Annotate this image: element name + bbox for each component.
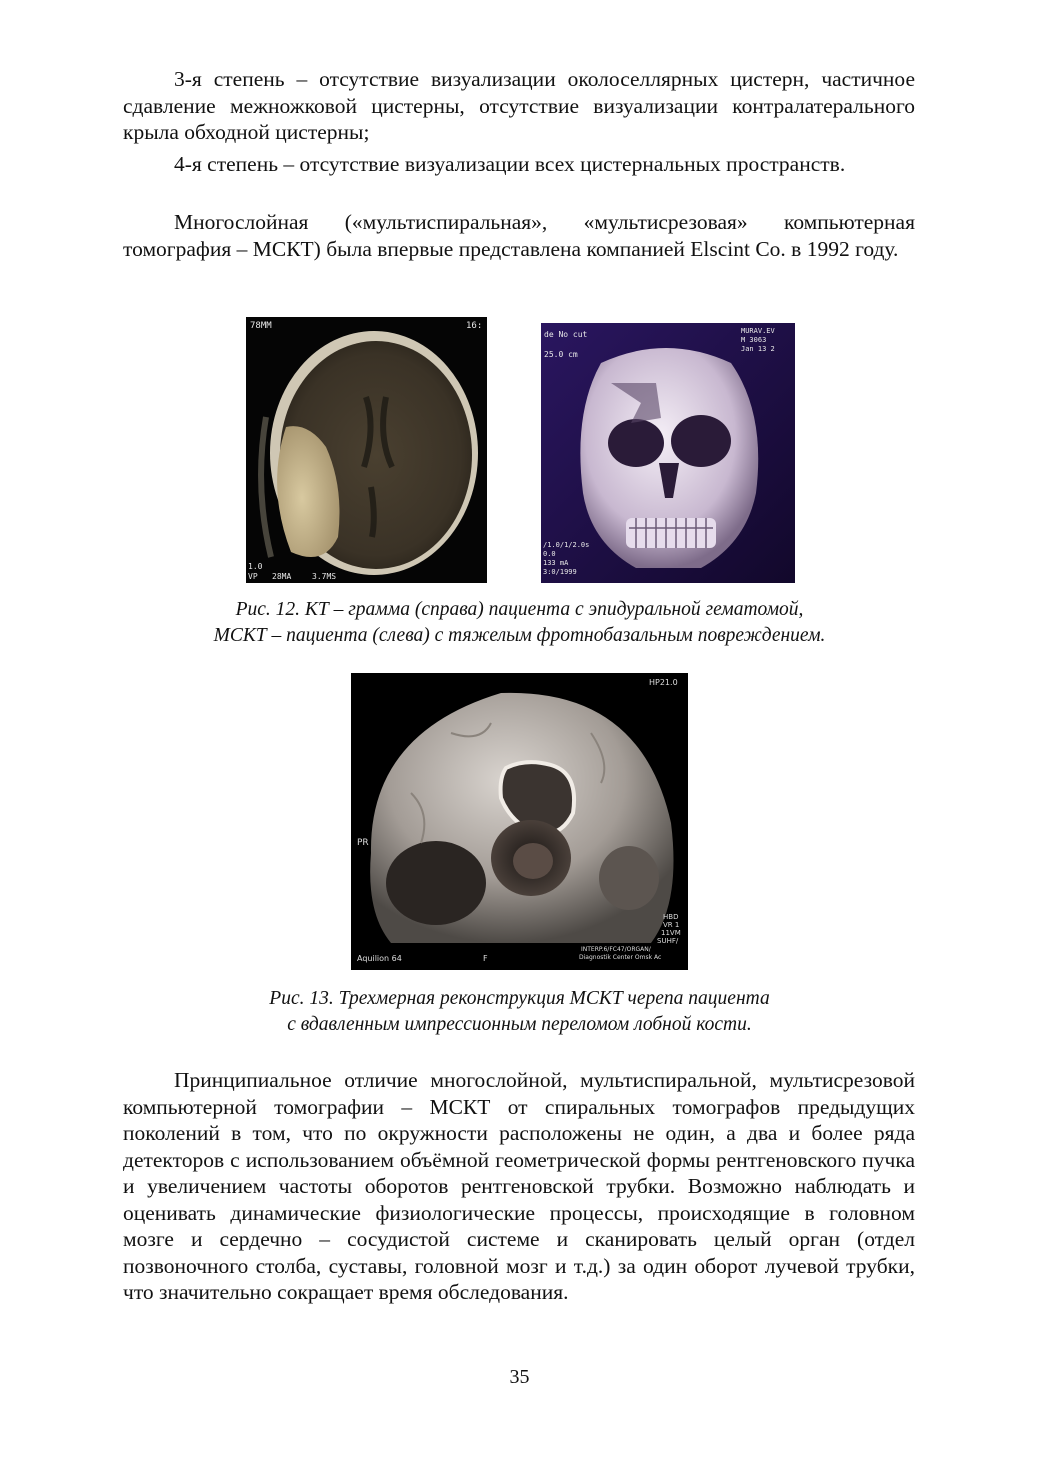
msct-label-bottom-3: 133 mA (543, 559, 569, 567)
ct-scan-label-bottom-mid: 28MA (272, 572, 292, 581)
ct-axial-scan-image (246, 317, 487, 583)
3d-scan-label-right-3: 11VM (661, 929, 681, 937)
figure-12-caption-line-2: МСКТ – пациента (слева) с тяжелым фротнобазальным повреждением. (213, 625, 826, 646)
msct-skull-frontal-image (541, 323, 795, 583)
ct-scan-label-top-left: 78MM (250, 321, 272, 331)
3d-scan-label-right-6: Diagnostik Center Omsk Ac (579, 954, 662, 961)
paragraph-msct-intro: Многослойная («мультиспиральная», «мультисрезовая» компьютерная томография – МСКТ) была впервые представлена компанией Elscint Co. в 1992 году. (123, 210, 915, 261)
3d-scan-label-right-1: HBD (663, 913, 679, 921)
figure-13-caption-line-2: с вдавленным импрессионным переломом лобной кости. (287, 1014, 752, 1035)
msct-3d-skull-image (351, 673, 688, 970)
msct-label-scale: 25.0 cm (544, 350, 578, 359)
3d-scan-label-right-2: VR 1 (663, 921, 680, 929)
3d-scan-label-bottom-mid: F (483, 954, 488, 963)
msct-label-top-right-3: Jan 13 2 (741, 345, 775, 353)
paragraph-grade-3: 3-я степень – отсутствие визуализации околоселлярных цистерн, частичное сдавление межножковой цистерны, отсутствие визуализации контралатерального крыла обходной цистерны; (123, 67, 915, 144)
page-number: 35 (509, 1366, 530, 1388)
3d-scan-label-right-4: SUHF/ (657, 937, 679, 945)
msct-label-bottom-1: /1.0/1/2.0s (543, 541, 590, 549)
3d-scan-label-pr: PR (357, 838, 369, 848)
figure-12-caption-line-1: Рис. 12. КТ – грамма (справа) пациента с эпидуральной гематомой, (235, 599, 804, 620)
ct-scan-label-bottom-left-1: 1.0 (248, 562, 263, 571)
3d-scan-label-top-right: HP21.0 (649, 678, 678, 687)
msct-label-top-right-1: MURAV.EV (741, 327, 775, 335)
paragraph-msct-difference: Принципиальное отличие многослойной, мультиспиральной, мультисрезовой компьютерной томографии – МСКТ от спиральных томографов предыдущих поколений в том, что по окружности расположены не один, а два и более ряда детекторов с использованием объёмной геометрической формы рентгеновского пучка и увеличением частоты оборотов рентгеновской трубки. Возможно наблюдать и оценивать динамические физиологические процессы, происходящие в головном мозге и сердечно – сосудистой системе и сканировать целый орган (отдел позвоночного столба, суставы, головной мозг и т.д.) за один оборот лучевой трубки, что значительно сокращает время обследования. (123, 1068, 915, 1304)
msct-label-bottom-4: 3:0/1999 (543, 568, 577, 576)
paragraph-grade-4: 4-я степень – отсутствие визуализации всех цистернальных пространств. (174, 152, 846, 176)
ct-scan-label-bottom-left-2: VP (248, 572, 258, 581)
ct-scan-label-top-right: 16: (466, 321, 483, 331)
figure-13-caption-line-1: Рис. 13. Трехмерная реконструкция МСКТ черепа пациента (269, 988, 770, 1009)
figure-12-caption (0, 597, 1039, 649)
3d-scan-label-bottom-left: Aquilion 64 (357, 954, 402, 963)
figure-13-caption (0, 986, 1039, 1038)
msct-label-top-right-2: M 3063 (741, 336, 767, 344)
ct-scan-label-bottom-right: 3.7MS (312, 572, 337, 581)
3d-scan-label-right-5: INTERP.6/FC47/ORGAN/ (581, 946, 651, 953)
msct-label-top-left: de No cut (544, 330, 588, 339)
msct-label-bottom-2: 0.0 (543, 550, 556, 558)
